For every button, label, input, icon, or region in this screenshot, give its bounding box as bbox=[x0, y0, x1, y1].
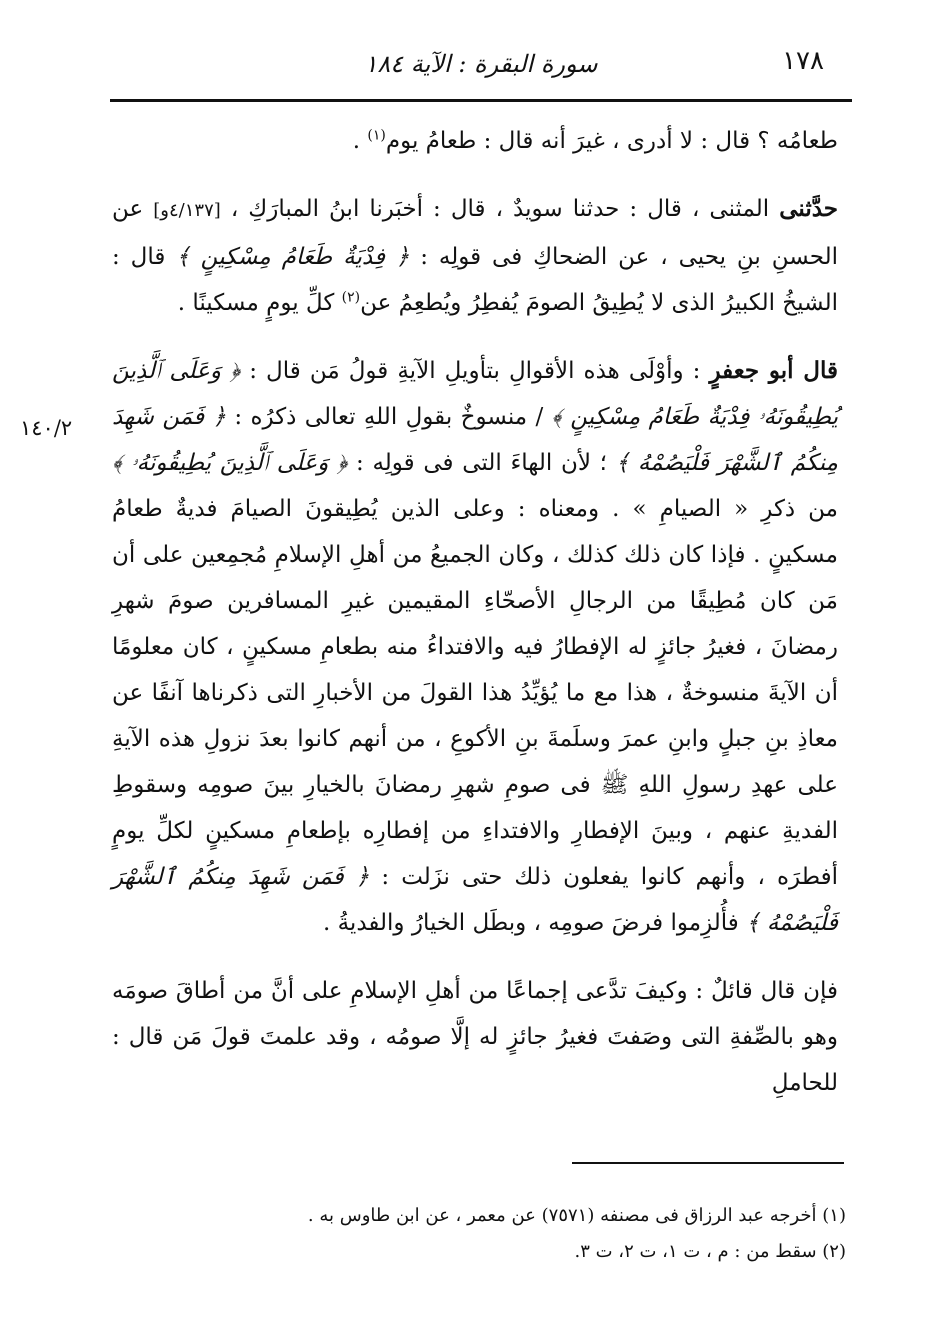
paragraph-lead: قال أبو جعفرٍ bbox=[709, 357, 838, 384]
manuscript-reference: [٤/١٣٧و] bbox=[153, 200, 221, 221]
paragraph-text: عن الحسنِ بنِ يحيى ، عن الضحاكِ فى قولِه : bbox=[112, 196, 838, 270]
page-header bbox=[110, 40, 852, 98]
paragraph-text: / منسوخٌ بقولِ اللهِ تعالى ذكرُه : bbox=[225, 404, 552, 430]
main-text bbox=[112, 118, 838, 1128]
paragraph-text: المثنى ، قال : حدثنا سويدٌ ، قال : أخبَرنا ابنُ المبارَكِ ، bbox=[220, 196, 780, 222]
paragraph-lead: حدَّثنى bbox=[779, 195, 839, 222]
paragraph-text: فإن قال قائلٌ : وكيفَ تدَّعى إجماعًا من أهلِ الإسلامِ على أنَّ من أطاقَ صومَه وهو بالصِّفةِ التى وصَفتَ فغيرُ جائزٍ له إلَّا صومُه ، وقد علمتَ قولَ مَن قال : للحاملِ bbox=[112, 978, 838, 1096]
footnote-mark: (٢) bbox=[341, 289, 361, 306]
footnote-mark: (١) bbox=[367, 127, 386, 144]
paragraph-text: ؛ لأن الهاءَ التى فى قولِه : bbox=[347, 450, 616, 476]
paragraph-4 bbox=[112, 968, 838, 1106]
paragraph-text: فأُلزِموا فرضَ صومِه ، وبطَل الخيارُ والفديةُ . bbox=[322, 910, 747, 936]
footnote-2: (٢) سقط من : م ، ت ١، ت ٢، ت ٣. bbox=[574, 1241, 846, 1262]
page-number: ١٧٨ bbox=[782, 46, 824, 76]
quran-quote: ﴿ فِدْيَةٌ طَعَامُ مِسْكِينٍ ﴾ bbox=[176, 244, 410, 270]
paragraph-2 bbox=[112, 186, 838, 326]
footnote-rule bbox=[572, 1162, 844, 1164]
margin-reference: ١٤٠/٢ bbox=[20, 416, 73, 440]
running-title: سورة البقرة : الآية ١٨٤ bbox=[364, 50, 598, 78]
paragraph-3 bbox=[112, 348, 838, 946]
quran-quote: ﴿ وَعَلَى ٱلَّذِينَ يُطِيقُونَهُۥ فِدْيَةٌ طَعَامُ مِسْكِينٍ ﴾ bbox=[112, 358, 838, 430]
footnote-1: (١) أخرجه عبد الرزاق فى مصنفه (٧٥٧١) عن معمر ، عن ابن طاوس به . bbox=[307, 1205, 846, 1226]
footnotes bbox=[112, 1198, 846, 1270]
paragraph-text: : وأوْلَى هذه الأقوالِ بتأويلِ الآيةِ قولُ مَن قال : bbox=[240, 358, 710, 384]
quran-quote: ﴿ فَمَن شَهِدَ مِنكُمُ ٱلشَّهْرَ فَلْيَصُمْهُ ﴾ bbox=[112, 404, 838, 476]
quran-quote: ﴿ فَمَن شَهِدَ مِنكُمُ ٱلشَّهْرَ فَلْيَصُمْهُ ﴾ bbox=[112, 864, 838, 936]
paragraph-text: طعامُه ؟ قال : لا أدرى ، غيرَ أنه قال : طعامُ يوم bbox=[385, 128, 838, 154]
header-rule bbox=[110, 99, 852, 102]
paragraph-1 bbox=[112, 118, 838, 164]
paragraph-text: قال : الشيخُ الكبيرُ الذى لا يُطِيقُ الصومَ يُفطِرُ ويُطعِمُ عن bbox=[112, 244, 838, 316]
quran-quote: ﴿ وَعَلَى ٱلَّذِينَ يُطِيقُونَهُۥ ﴾ bbox=[112, 450, 348, 476]
paragraph-text: . bbox=[352, 128, 368, 154]
paragraph-text: كلِّ يومٍ مسكينًا . bbox=[177, 290, 342, 316]
paragraph-text: من ذكرِ « الصيامِ » . ومعناه : وعلى الذين يُطِيقونَ الصيامَ فديةٌ طعامُ مسكينٍ . فإذا كان ذلك كذلك ، وكان الجميعُ من أهلِ الإسلامِ مُجمِعين على أن مَن كان مُطِيقًا من الرجالِ الأصحّاءِ المقيمين غيرِ المسافرين صومَ شهرِ رمضانَ ، فغيرُ جائزٍ له الإفطارُ فيه والافتداءُ منه بطعامِ مسكينٍ ، كان معلومًا أن الآيةَ منسوخةٌ ، هذا مع ما يُؤيِّدُ هذا القولَ من الأخبارِ التى ذكرناها آنفًا عن معاذِ بنِ جبلٍ وابنِ عمرَ وسلَمةَ بنِ الأكوعِ ، من أنهم كانوا بعدَ نزولِ هذه الآيةِ على عهدِ رسولِ اللهِ ﷺ فى صومِ شهرِ رمضانَ بالخيارِ بينَ صومِه وسقوطِ الفديةِ عنهم ، وبينَ الإفطارِ والافتداءِ من إفطارِه بإطعامِ مسكينٍ لكلِّ يومٍ أفطرَه ، وأنهم كانوا يفعلون ذلك حتى نزَلت : bbox=[112, 496, 838, 890]
